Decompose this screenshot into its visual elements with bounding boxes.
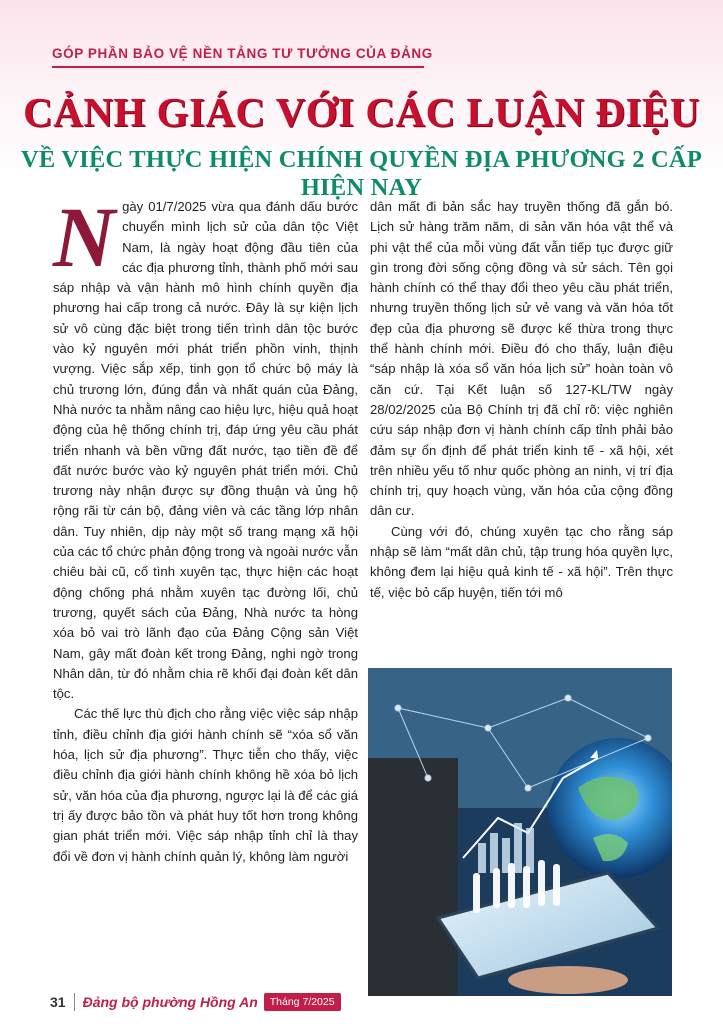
article-title: CẢNH GIÁC VỚI CÁC LUẬN ĐIỆU	[23, 89, 700, 135]
issue-badge: Tháng 7/2025	[264, 993, 341, 1011]
right-column	[370, 197, 673, 603]
digital-technology-photo	[368, 668, 672, 996]
footer-divider	[74, 993, 75, 1011]
left-paragraph-2: Các thế lực thù địch cho rằng việc việc sáp nhập tỉnh, điều chỉnh địa giới hành chính sẽ “xóa sổ văn hóa, lịch sử địa phương”. Thực tiễn cho thấy, việc điều chỉnh địa giới hành chính không hề xóa bỏ lịch sử, văn hóa của địa phương, ngược lại là để các giá trị ấy được bảo tồn và phát huy tốt hơn trong không gian phát triển mới. Việc sáp nhập tỉnh chỉ là thay đổi về đơn vị hành chính quản lý, không làm người	[53, 706, 358, 864]
section-rule	[52, 66, 424, 68]
photo-illustration	[368, 668, 672, 996]
section-label: GÓP PHẦN BẢO VỆ NỀN TẢNG TƯ TƯỞNG CỦA ĐẢNG	[52, 46, 433, 61]
publication-name: Đảng bộ phường Hồng An	[82, 994, 258, 1010]
right-paragraph-1: dân mất đi bản sắc hay truyền thống đã gắn bó. Lịch sử hàng trăm năm, di sản văn hóa vật thể và phi vật thể của mỗi vùng đất vẫn tiếp tục được giữ gìn trong đời sống cộng đồng và sử sách. Tên gọi hành chính có thể thay đổi theo yêu cầu phát triển, nhưng truyền thống lịch sử vẻ vang và văn hóa tốt đẹp của địa phương sẽ được kế thừa trong thực thể hành chính mới. Điều đó cho thấy, luận điệu “sáp nhập là xóa sổ văn hóa lịch sử” hoàn toàn vô căn cứ. Tại Kết luận số 127-KL/TW ngày 28/02/2025 của Bộ Chính trị đã chỉ rõ: việc nghiên cứu sáp nhập đơn vị hành chính cấp tỉnh phải bảo đảm sự ổn định để phát triển kinh tế - xã hội, xét trên nhiều yếu tố như quốc phòng an ninh, vị trí địa chính trị, quy hoạch vùng, văn hóa của cộng đồng dân cư.	[370, 199, 673, 519]
drop-cap: N	[53, 189, 116, 285]
page-footer	[50, 989, 341, 1015]
article-subtitle: VỀ VIỆC THỰC HIỆN CHÍNH QUYỀN ĐỊA PHƯƠNG 2 CẤP HIỆN NAY	[21, 146, 702, 201]
left-column	[53, 189, 358, 867]
page-number: 31	[50, 994, 66, 1010]
left-paragraph-1	[53, 189, 358, 704]
right-paragraph-2: Cùng với đó, chúng xuyên tạc cho rằng sáp nhập sẽ làm “mất dân chủ, tập trung hóa quyền lực, không đem lại hiệu quả kinh tế - xã hội”. Trên thực tế, việc bỏ cấp huyện, tiến tới mô	[370, 523, 673, 600]
left-paragraph-1-text: gày 01/7/2025 vừa qua đánh dấu bước chuyển mình lịch sử của dân tộc Việt Nam, là ngày hoạt động đầu tiên của các địa phương tỉnh, thành phố mới sau sáp nhập và vận hành mô hình chính quyền địa phương hai cấp trong cả nước. Đây là sự kiện lịch sử vô cùng đặc biệt trong tiến trình dân tộc bước vào kỷ nguyên mới phát triển phồn vinh, thịnh vượng. Việc sắp xếp, tinh gọn tổ chức bộ máy là chủ trương lớn, đúng đắn và nhất quán của Đảng, Nhà nước ta nhằm nâng cao hiệu lực, hiệu quả hoạt động của hệ thống chính trị, đáp ứng yêu cầu phát triển nhanh và bền vững đất nước, tạo tiền đề để đất nước bước vào kỷ nguyên phát triển mới. Chủ trương này nhận được sự đồng thuận và ủng hộ rộng rãi từ cán bộ, đảng viên và các tầng lớp nhân dân. Tuy nhiên, dịp này một số trang mạng xã hội của các tổ chức phản động trong và ngoài nước vẫn chiêu bài cũ, cố tình xuyên tạc, thực hiện các hoạt động chống phá nhằm xuyên tạc đường lối, chủ trương, quyết sách của Đảng, Nhà nước ta hòng xóa bỏ vai trò lãnh đạo của Đảng Cộng sản Việt Nam, gây mất đoàn kết trong Đảng, nghi ngờ trong Nhân dân, từ đó nhằm chia rẽ khối đại đoàn kết dân tộc.	[53, 199, 358, 702]
